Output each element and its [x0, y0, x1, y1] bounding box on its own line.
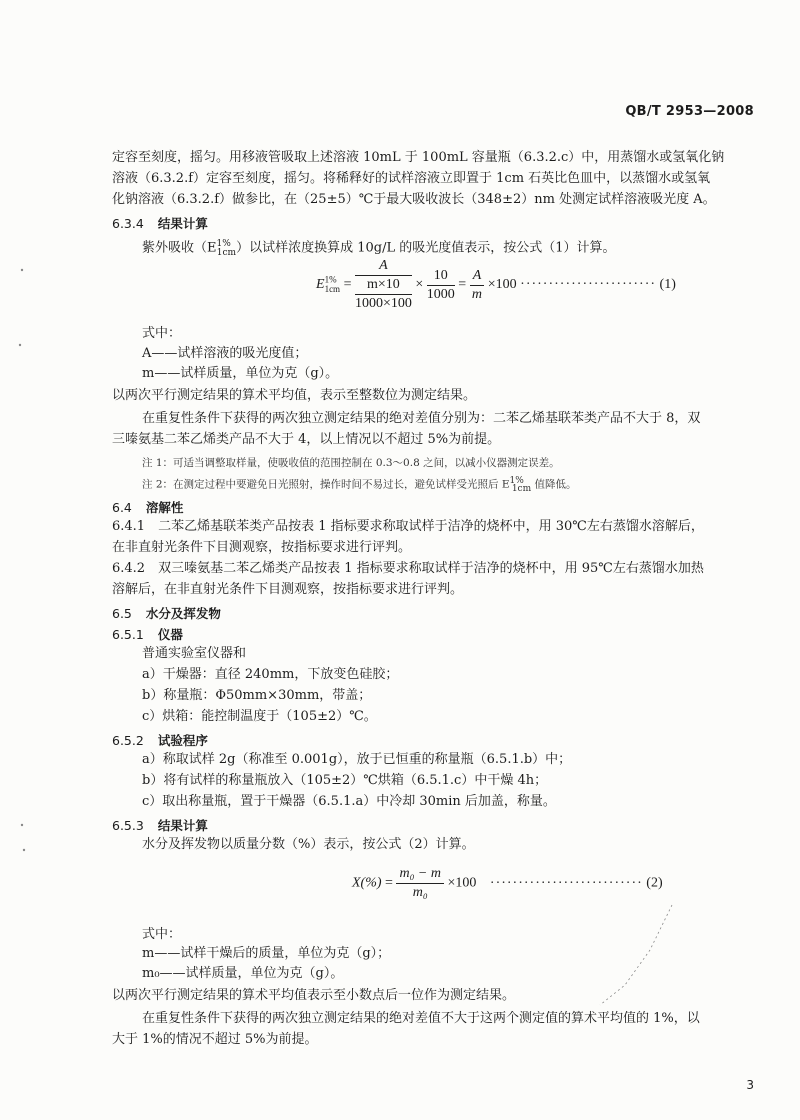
def-1-A: A——试样溶液的吸光度值； — [142, 346, 308, 361]
f1-times100: ×100 — [487, 277, 517, 293]
f2-times100: ×100 — [447, 875, 477, 891]
s634-intro-a: 紫外吸收（E — [142, 240, 217, 256]
repeat-2-line-1: 在重复性条件下获得的两次独立测定结果的绝对差值不大于这两个测定值的算术平均值的 1%，以 — [142, 1011, 700, 1026]
f2-eq: = — [385, 875, 393, 891]
heading-title: 水分及挥发物 — [145, 606, 221, 621]
heading-title: 仪器 — [157, 627, 183, 642]
f1-eq: = — [343, 277, 352, 293]
heading-number: 6.3.4 — [112, 216, 144, 231]
f1-d1000: 1000 — [426, 286, 455, 302]
heading-title: 结果计算 — [157, 216, 208, 231]
result-2: 以两次平行测定结果的算术平均值表示至小数点后一位作为测定结果。 — [112, 988, 516, 1003]
s652-item-b: b）将有试样的称量瓶放入（105±2）℃烘箱（6.5.1.c）中干燥 4h； — [142, 773, 548, 788]
scan-dot — [19, 344, 21, 346]
f2-eqno: (2) — [646, 875, 663, 891]
f1-inner-num: m×10 — [355, 277, 412, 295]
s652-item-c: c）取出称量瓶，置于干燥器（6.5.1.a）中冷却 30min 后加盖，称量。 — [142, 794, 556, 809]
f1-minus: = — [458, 277, 467, 293]
scan-stroke — [600, 905, 672, 1005]
repeat-1-line-1: 在重复性条件下获得的两次独立测定结果的绝对差值分别为：二苯乙烯基联苯类产品不大于 8，双 — [142, 411, 701, 426]
f1-dm: m — [471, 286, 483, 302]
s651-item-c: c）烘箱：能控制温度于（105±2）℃。 — [142, 709, 377, 724]
heading-title: 溶解性 — [145, 500, 184, 515]
scan-dot — [21, 269, 23, 271]
note-2-sup: 1% — [509, 476, 524, 486]
heading-number: 6.5.3 — [112, 818, 144, 833]
result-1: 以两次平行测定结果的算术平均值，表示至整数位为测定结果。 — [112, 388, 477, 403]
f2-lhs: X(%) — [352, 875, 382, 891]
heading-title: 试验程序 — [157, 733, 208, 748]
heading-title: 结果计算 — [157, 818, 208, 833]
s642-line-1: 6.4.2 双三嗪氨基二苯乙烯类产品按表 1 指标要求称取试样于洁净的烧杯中，用 95℃左右蒸馏水加热 — [112, 561, 704, 576]
f2-num: m₀ − m — [396, 866, 444, 884]
s634-intro-sub: 1cm — [216, 247, 237, 258]
para-top-line-1: 定容至刻度，摇匀。用移液管吸取上述溶液 10mL 于 100mL 容量瓶（6.3.2.c）中，用蒸馏水或氢氧化钠 — [112, 150, 725, 165]
heading-number: 6.5 — [112, 606, 132, 621]
s641-line-1: 6.4.1 二苯乙烯基联苯类产品按表 1 指标要求称取试样于洁净的烧杯中，用 30℃左右蒸馏水溶解后， — [112, 519, 704, 534]
f1-inner-den: 1000×100 — [354, 296, 412, 311]
where-label-1: 式中： — [142, 326, 182, 341]
f1-eqno: (1) — [659, 277, 676, 293]
s651-item-a: a）干燥器：直径 240mm，下放变色硅胶； — [142, 667, 399, 682]
scan-dot — [23, 849, 25, 851]
f2-den: m₀ — [412, 885, 428, 900]
repeat-2-line-2: 大于 1%的情况不超过 5%为前提。 — [112, 1032, 318, 1047]
f1-dots: ························ — [520, 277, 657, 293]
f1-nA2: A — [470, 268, 485, 286]
heading-number: 6.4 — [112, 500, 132, 515]
f1-lhs: E — [316, 277, 325, 293]
def-1-m: m——试样质量，单位为克（g）。 — [142, 366, 339, 381]
f1-times: × — [415, 277, 424, 293]
s634-intro-sup: 1% — [216, 239, 231, 249]
s634-intro-b: ）以试样浓度换算成 10g/L 的吸光度值表示，按公式（1）计算。 — [236, 240, 616, 256]
f1-n10: 10 — [427, 268, 455, 286]
f1-num-A: A — [355, 258, 412, 276]
note-1: 注 1：可适当调整取样量，使吸收值的范围控制在 0.3～0.8 之间，以减小仪器测定误差。 — [142, 457, 560, 469]
note-2-sub: 1cm — [511, 483, 532, 494]
s642-line-2: 溶解后，在非直射光条件下目测观察，按指标要求进行评判。 — [112, 582, 464, 597]
s641-line-2: 在非直射光条件下目测观察，按指标要求进行评判。 — [112, 540, 412, 555]
standard-code-header: QB/T 2953—2008 — [625, 104, 754, 119]
where-label-2: 式中： — [142, 927, 182, 942]
note-2-b: 值降低。 — [531, 478, 577, 491]
page-number: 3 — [746, 1078, 754, 1092]
s651-item-b: b）称量瓶：Φ50mm×30mm，带盖； — [142, 688, 372, 703]
heading-number: 6.5.2 — [112, 733, 144, 748]
s653-intro: 水分及挥发物以质量分数（%）表示，按公式（2）计算。 — [142, 837, 475, 852]
f1-lhs-sup: 1% — [324, 274, 337, 285]
repeat-1-line-2: 三嗪氨基二苯乙烯类产品不大于 4，以上情况以不超过 5%为前提。 — [112, 432, 501, 447]
heading-number: 6.5.1 — [112, 627, 144, 642]
f1-lhs-sub: 1cm — [324, 284, 341, 295]
s651-item-0: 普通实验室仪器和 — [142, 646, 247, 661]
s652-item-a: a）称取试样 2g（称准至 0.001g），放于已恒重的称量瓶（6.5.1.b）中； — [142, 752, 572, 767]
scan-dot — [21, 824, 23, 826]
def-2-m0: m₀——试样质量，单位为克（g）。 — [142, 966, 344, 981]
note-2-a: 注 2：在测定过程中要避免日光照射，操作时间不易过长，避免试样受光照后 E — [142, 478, 510, 491]
para-top-line-3: 化钠溶液（6.3.2.f）做参比，在（25±5）℃于最大吸收波长（348±2）nm 处测定试样溶液吸光度 A。 — [112, 192, 716, 207]
f2-dots: ··························· — [489, 875, 643, 891]
para-top-line-2: 溶液（6.3.2.f）定容至刻度，摇匀。将稀释好的试样溶液立即置于 1cm 石英比色皿中，以蒸馏水或氢氧 — [112, 171, 711, 186]
def-2-m: m——试样干燥后的质量，单位为克（g）； — [142, 946, 391, 961]
